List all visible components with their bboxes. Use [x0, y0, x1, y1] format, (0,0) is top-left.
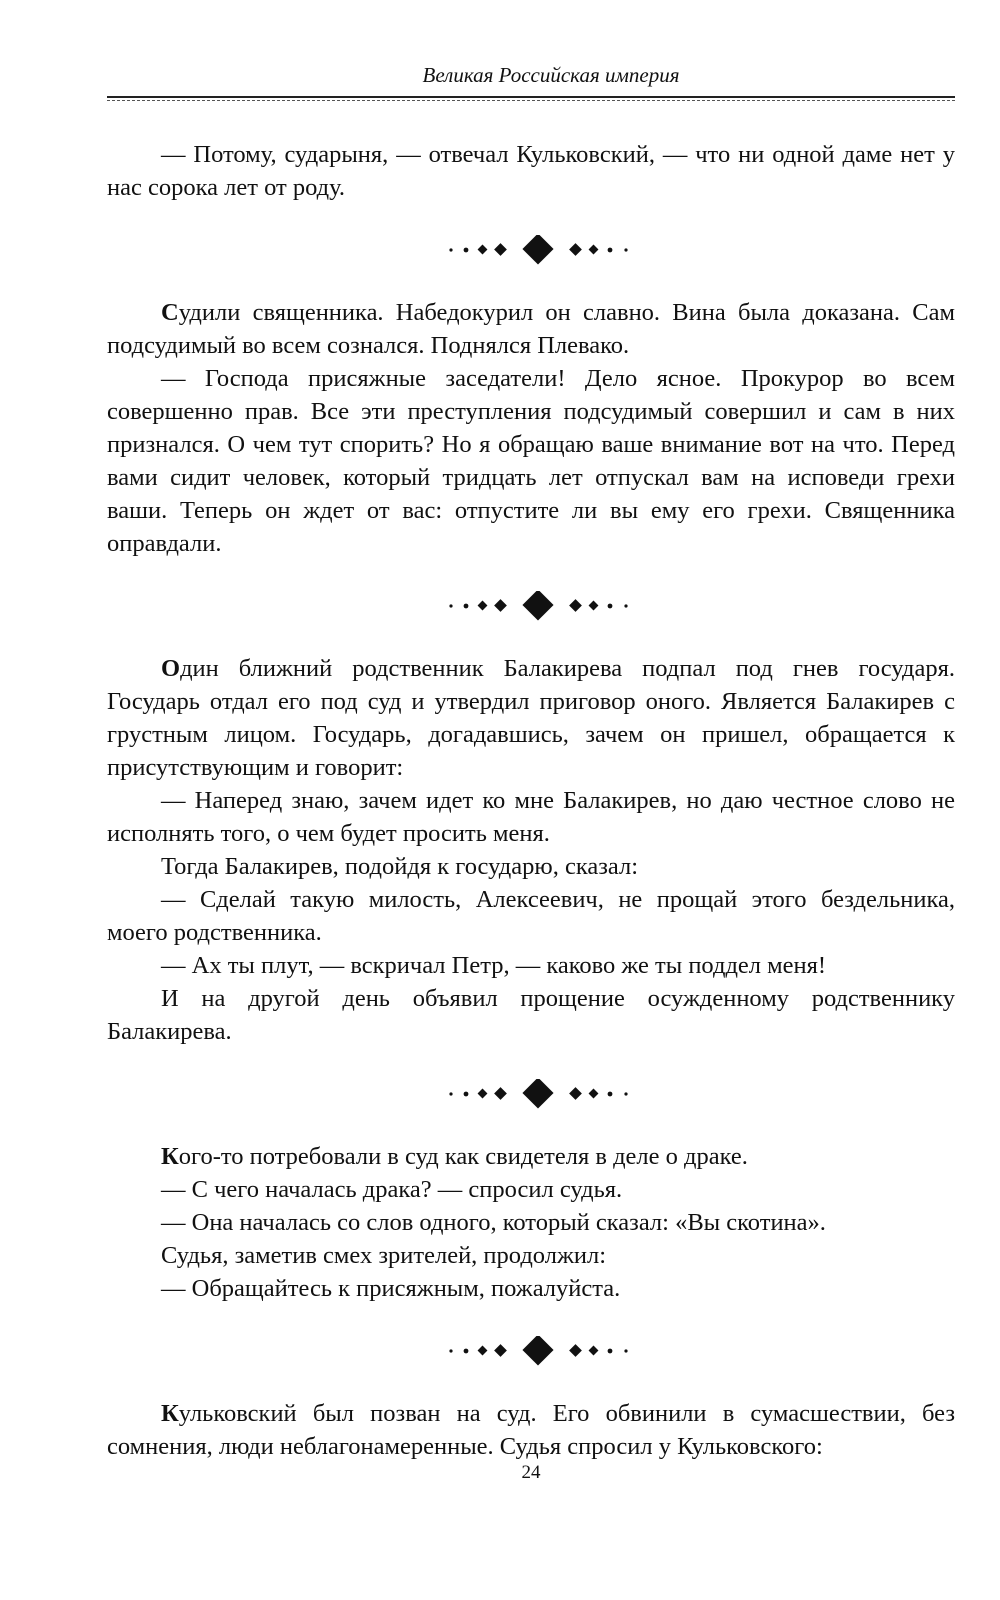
paragraph: — Она началась со слов одного, который сказал: «Вы скотина».	[161, 1209, 826, 1236]
paragraph: — Наперед знаю, зачем идет ко мне Балакирев, но даю честное слово не исполнять того, о чем будет просить меня.	[107, 787, 955, 847]
page-number: 24	[521, 1462, 541, 1483]
diamond-dots-icon	[446, 591, 636, 621]
header-rule	[107, 96, 955, 98]
ornament-divider	[107, 1048, 955, 1140]
anecdote-4	[107, 1140, 955, 1305]
diamond-dots-icon	[446, 1336, 636, 1366]
ornament-divider	[107, 560, 955, 652]
drop-letter: О	[161, 655, 181, 682]
paragraph: Кульковский был позван на суд. Его обвинили в сумасшествии, без сомнения, люди неблагонамеренные. Судья спросил у Кульковского:	[107, 1400, 955, 1460]
running-head: Великая Российская империя	[422, 63, 680, 87]
paragraph: Кого-то потребовали в суд как свидетеля в деле о драке.	[161, 1143, 748, 1170]
ornament-divider	[107, 1305, 955, 1397]
paragraph: Судили священника. Набедокурил он славно. Вина была доказана. Сам подсудимый во всем сознался. Поднялся Плевако.	[107, 299, 955, 359]
paragraph: — С чего началась драка? — спросил судья.	[161, 1176, 623, 1203]
paragraph: Один ближний родственник Балакирева подпал под гнев государя. Государь отдал его под суд и утвердил приговор оного. Является Балакирев с грустным лицом. Государь, догадавшись, зачем он пришел, обращается к присутствующим и говорит:	[107, 655, 955, 781]
paragraph: — Потому, сударыня, — отвечал Кульковский, — что ни одной даме нет у нас сорока лет от роду.	[107, 141, 955, 201]
body-text	[107, 138, 955, 1463]
diamond-dots-icon	[446, 1079, 636, 1109]
anecdote-3	[107, 652, 955, 1048]
anecdote-5	[107, 1397, 955, 1463]
ornament-divider	[107, 204, 955, 296]
drop-letter: К	[161, 1143, 179, 1170]
paragraph: — Господа присяжные заседатели! Дело ясное. Прокурор во всем совершенно прав. Все эти преступления подсудимый совершил и сам в них признался. О чем тут спорить? Но я обращаю ваше внимание вот на что. Перед вами сидит человек, который тридцать лет отпускал вам на исповеди грехи ваши. Теперь он ждет от вас: отпустите ли вы ему его грехи. Священника оправдали.	[107, 365, 955, 557]
paragraph: И на другой день объявил прощение осужденному родственнику Балакирева.	[107, 985, 955, 1045]
diamond-dots-icon	[446, 235, 636, 265]
paragraph: — Сделай такую милость, Алексеевич, не прощай этого бездельника, моего родственника.	[107, 886, 955, 946]
paragraph: Тогда Балакирев, подойдя к государю, сказал:	[161, 853, 639, 880]
anecdote-1	[107, 138, 955, 204]
paragraph: — Обращайтесь к присяжным, пожалуйста.	[161, 1275, 621, 1302]
paragraph: Судья, заметив смех зрителей, продолжил:	[161, 1242, 607, 1269]
drop-letter: К	[161, 1400, 179, 1427]
book-page	[107, 60, 955, 1580]
anecdote-2	[107, 296, 955, 560]
header-rule-dashed	[107, 100, 955, 101]
paragraph: — Ах ты плут, — вскричал Петр, — каково же ты поддел меня!	[161, 952, 827, 979]
drop-letter: С	[161, 299, 179, 326]
